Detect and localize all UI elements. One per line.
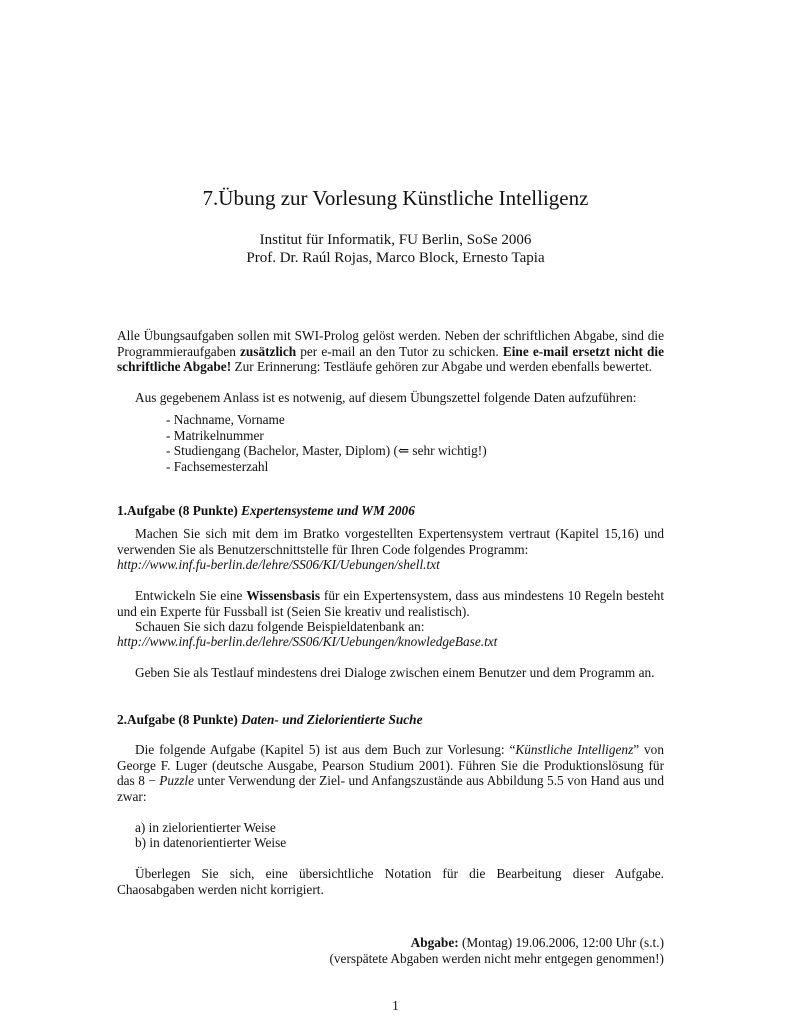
- knowledgebase-url-link[interactable]: http://www.inf.fu-berlin.de/lehre/SS06/KI/Uebungen/knowledgeBase.txt: [117, 634, 498, 649]
- emphasis-email-warning: Eine e-mail ersetzt nicht die schriftliche Abgabe!: [117, 343, 665, 374]
- page-number: 1: [392, 998, 399, 1013]
- book-title: Künstliche Intelligenz: [515, 742, 634, 757]
- task2-paragraph-2: Überlegen Sie sich, eine übersichtliche Notation für die Bearbeitung dieser Aufgabe. Chaosabgaben werden nicht korrigiert.: [117, 866, 664, 897]
- option-a: a) in zielorientierter Weise: [135, 820, 276, 835]
- list-item: - Nachname, Vorname: [166, 412, 285, 427]
- emphasis-additionally: zusätzlich: [240, 343, 297, 359]
- authors-line: Prof. Dr. Raúl Rojas, Marco Block, Ernesto Tapia: [246, 250, 545, 266]
- task1-paragraph-3: Schauen Sie sich dazu folgende Beispieldatenbank an:: [135, 619, 425, 634]
- list-item: - Fachsemesterzahl: [166, 458, 269, 474]
- puzzle-term: Puzzle: [159, 773, 195, 788]
- deadline-label: Abgabe:: [410, 935, 459, 950]
- task2-heading: 2.Aufgabe (8 Punkte) Daten- und Zielorientierte Suche: [117, 712, 423, 727]
- emphasis-knowledge-base: Wissensbasis: [246, 588, 321, 603]
- required-data-list: [166, 412, 487, 474]
- list-item: - Studiengang (Bachelor, Master, Diplom) (⇐ sehr wichtig!): [166, 443, 487, 458]
- deadline-note: (verspätete Abgaben werden nicht mehr entgegen genommen!): [329, 951, 664, 966]
- option-b: b) in datenorientierter Weise: [135, 835, 287, 850]
- task1-paragraph-4: Geben Sie als Testlauf mindestens drei Dialoge zwischen einem Benutzer und dem Programm an.: [135, 665, 655, 680]
- task1-paragraph-1: Machen Sie sich mit dem im Bratko vorgestellten Expertensystem vertraut (Kapitel 15,16) und verwenden Sie als Benutzerschnittstelle für Ihren Code folgendes Programm:: [117, 526, 664, 557]
- intro-paragraph-2: Aus gegebenem Anlass ist es notwenig, auf diesem Übungszettel folgende Daten aufzuführen:: [135, 390, 637, 405]
- deadline-line: [411, 935, 664, 951]
- institute-line: Institut für Informatik, FU Berlin, SoSe 2006: [259, 232, 532, 248]
- intro-paragraph: Alle Übungsaufgaben sollen mit SWI-Prolog gelöst werden. Neben der schriftlichen Abgabe, sind die Programmieraufgaben zusätzlich per e-mail an den Tutor zu schicken. Eine e-mail ersetzt nicht die schriftliche Abgabe! Zur Erinnerung: Testläufe gehören zur Abgabe und werden ebenfalls bewertet.: [117, 328, 665, 374]
- deadline-value: (Montag) 19.06.2006, 12:00 Uhr (s.t.): [458, 935, 664, 950]
- shell-url-link[interactable]: http://www.inf.fu-berlin.de/lehre/SS06/KI/Uebungen/shell.txt: [117, 557, 440, 572]
- list-item: - Matrikelnummer: [166, 427, 264, 443]
- document-title: 7.Übung zur Vorlesung Künstliche Intelligenz: [202, 186, 589, 210]
- task1-paragraph-2: Entwickeln Sie eine Wissensbasis für ein Expertensystem, dass aus mindestens 10 Regeln besteht und ein Experte für Fussball ist (Seien Sie kreativ und realistisch).: [117, 588, 665, 619]
- task1-heading: 1.Aufgabe (8 Punkte) Expertensysteme und WM 2006: [117, 503, 415, 518]
- task2-paragraph-1: Die folgende Aufgabe (Kapitel 5) ist aus dem Buch zur Vorlesung: “Künstliche Intelligenz” von George F. Luger (deutsche Ausgabe, Pearson Studium 2001). Führen Sie die Produktionslösung für das 8 − Puzzle unter Verwendung der Ziel- und Anfangszustände aus Abbildung 5.5 von Hand aus und zwar:: [117, 742, 664, 804]
